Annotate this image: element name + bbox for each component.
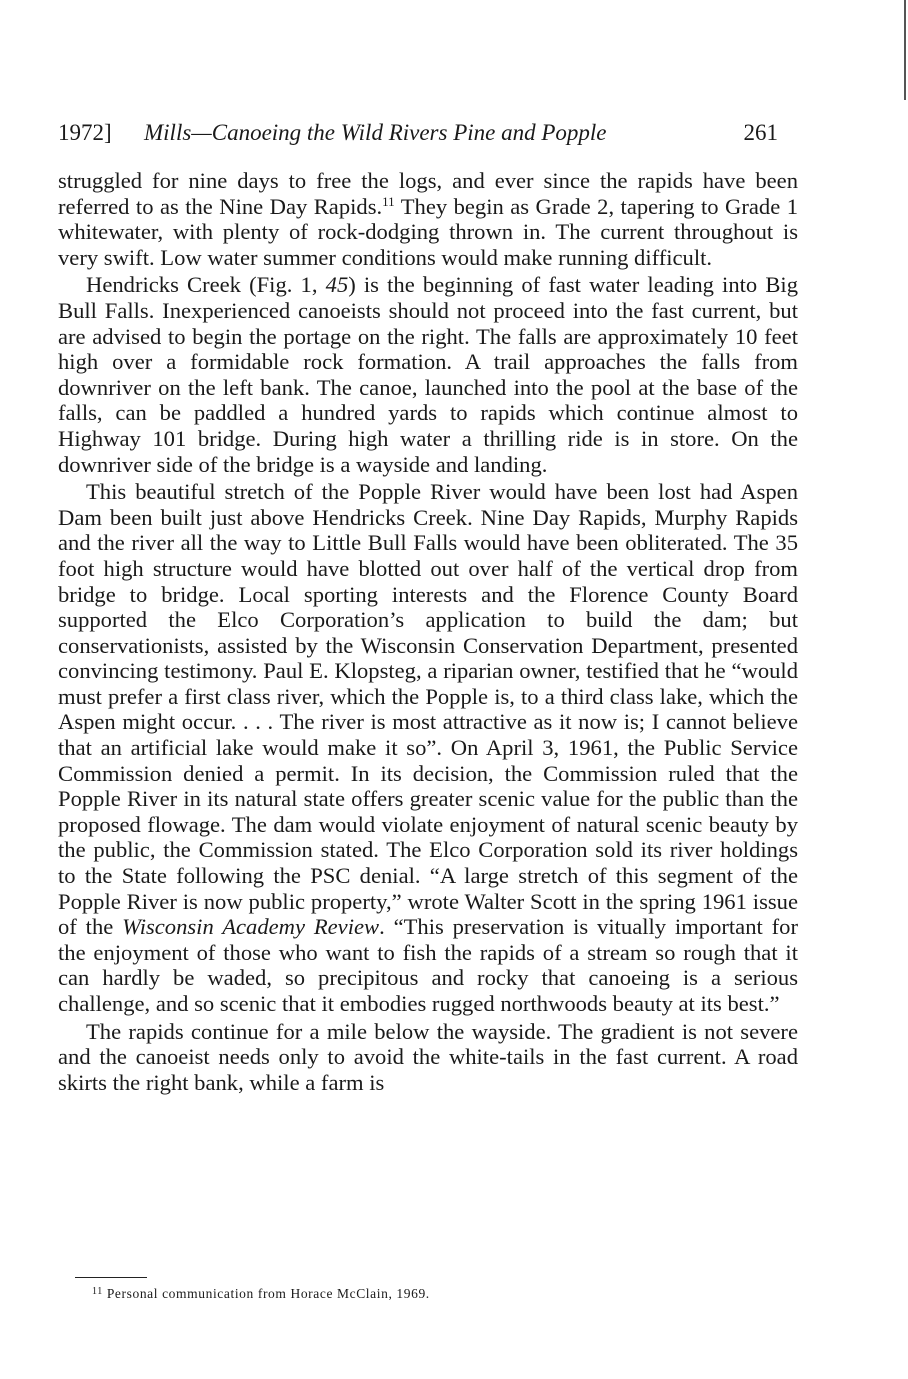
page-edge-line xyxy=(904,0,906,100)
paragraph-text: The rapids continue for a mile below the wayside. The gradient is not severe and the canoeist needs only to avoid the white-tails in the fast current. A road skirts the right bank, while a farm is xyxy=(58,1018,798,1095)
figure-reference: 45 xyxy=(325,272,349,298)
running-head-title: Mills—Canoeing the Wild Rivers Pine and Popple xyxy=(144,120,607,145)
body-text xyxy=(58,168,798,1097)
journal-title: Wisconsin Academy Review xyxy=(122,914,380,940)
paragraph-4 xyxy=(58,1019,798,1096)
footnote-rule xyxy=(75,1277,147,1278)
footnote-text: Personal communication from Horace McClain, 1969. xyxy=(106,1286,430,1301)
page-number: 261 xyxy=(743,120,778,145)
footnote-number: 11 xyxy=(92,1286,103,1297)
running-head-year: 1972] xyxy=(58,120,112,145)
footnote xyxy=(92,1285,430,1303)
paragraph-2 xyxy=(58,272,798,477)
footnote-reference: 11 xyxy=(382,193,395,209)
paragraph-text: Hendricks Creek (Fig. 1, xyxy=(86,272,326,298)
paragraph-3 xyxy=(58,479,798,1016)
paragraph-text: This beautiful stretch of the Popple River would have been lost had Aspen Dam been built just above Hendricks Creek. Nine Day Rapids, Murphy Rapids and the river all the way to Little Bull Falls would have been obliterated. The 35 foot high structure would have blotted out over half of the vertical drop from bridge to bridge. Local sporting interests and the Florence County Board supported the Elco Corporation’s application to build the dam; but conservationists, assisted by the Wisconsin Conservation Department, presented convincing testimony. Paul E. Klopsteg, a riparian owner, testified that he “would must prefer a first class river, which the Popple is, to a third class lake, which the Aspen might occur. . . . The river is most attractive as it now is; I cannot believe that an artificial lake would make it so”. On April 3, 1961, the Public Service Commission denied a permit. In its decision, the Commission ruled that the Popple River in its natural state offers greater scenic value for the public than the proposed flowage. The dam would violate enjoyment of natural scenic beauty by the public, the Commission stated. The Elco Corporation sold its river holdings to the State following the PSC denial. “A large stretch of this segment of the Popple River is now public property,” wrote Walter Scott in the spring 1961 issue of the xyxy=(58,479,798,940)
paragraph-text: They begin as Grade 2, tapering to Grade 1 whitewater, with plenty of rock-dodging thrown in. The current throughout is very swift. Low water summer conditions would make running difficult. xyxy=(58,193,798,270)
paragraph-text: struggled for nine days to free the logs, and ever since the rapids have been referred to as the Nine Day Rapids. xyxy=(58,168,798,219)
running-head xyxy=(58,116,778,150)
paragraph-text: . “This preservation is vitually important for the enjoyment of those who want to fish the rapids of a stream so rough that it can hardly be waded, so precipitous and rocky that canoeing is a serious challenge, and so scenic that it embodies rugged northwoods beauty at its best.” xyxy=(58,914,798,1016)
paragraph-1 xyxy=(58,168,798,270)
paragraph-text: ) is the beginning of fast water leading into Big Bull Falls. Inexperienced canoeists should not proceed into the fast current, but are advised to begin the portage on the right. The falls are approximately 10 feet high over a formidable rock formation. A trail approaches the falls from downriver on the left bank. The canoe, launched into the pool at the base of the falls, can be paddled a hundred yards to rapids which continue almost to Highway 101 bridge. During high water a thrilling ride is in store. On the downriver side of the bridge is a wayside and landing. xyxy=(58,272,798,477)
